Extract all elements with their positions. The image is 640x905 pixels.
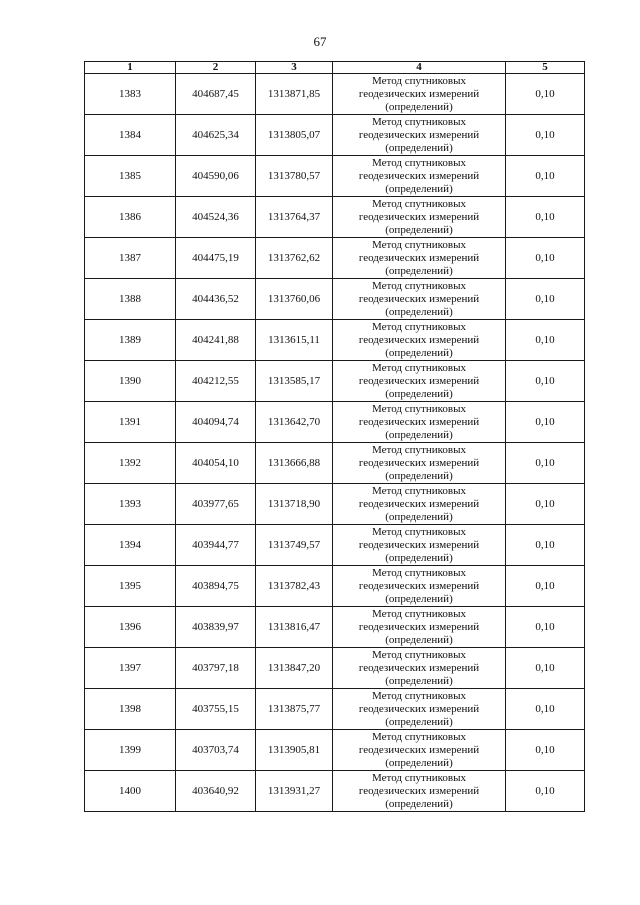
accuracy-cell: 0,10 [506,566,585,607]
coordinates-table [84,61,585,812]
method-text-line: Метод спутниковых [372,115,466,128]
table-row [85,648,585,689]
method-text-line: геодезических измерений [358,538,480,551]
x-coordinate-cell: 403944,77 [176,525,256,566]
x-coordinate-cell: 403894,75 [176,566,256,607]
method-text-line: геодезических измерений [358,169,480,182]
accuracy-cell: 0,10 [506,607,585,648]
method-text-line: Метод спутниковых [372,361,466,374]
table-row [85,525,585,566]
x-coordinate-cell: 404054,10 [176,443,256,484]
point-number-cell: 1391 [85,402,176,443]
method-text-line: (определений) [385,100,453,113]
method-text-line: геодезических измерений [358,661,480,674]
method-text-line: Метод спутниковых [372,279,466,292]
method-text-line: (определений) [385,346,453,359]
column-header-3: 3 [256,62,333,74]
accuracy-cell: 0,10 [506,525,585,566]
method-text-line: геодезических измерений [358,333,480,346]
method-text-line: геодезических измерений [358,620,480,633]
method-text-line: (определений) [385,182,453,195]
table-row [85,74,585,115]
table-row [85,402,585,443]
table-row [85,320,585,361]
point-number-cell: 1387 [85,238,176,279]
method-cell [333,156,506,197]
column-header-1: 1 [85,62,176,74]
method-text-line: Метод спутниковых [372,689,466,702]
y-coordinate-cell: 1313905,81 [256,730,333,771]
method-cell [333,238,506,279]
point-number-cell: 1389 [85,320,176,361]
point-number-cell: 1385 [85,156,176,197]
accuracy-cell: 0,10 [506,156,585,197]
y-coordinate-cell: 1313615,11 [256,320,333,361]
method-cell [333,730,506,771]
method-text-line: геодезических измерений [358,743,480,756]
column-header-4: 4 [333,62,506,74]
method-text-line: (определений) [385,797,453,810]
accuracy-cell: 0,10 [506,402,585,443]
method-text-line: (определений) [385,633,453,646]
column-header-2: 2 [176,62,256,74]
accuracy-cell: 0,10 [506,484,585,525]
table-row [85,566,585,607]
x-coordinate-cell: 404212,55 [176,361,256,402]
method-cell [333,607,506,648]
y-coordinate-cell: 1313782,43 [256,566,333,607]
method-cell [333,484,506,525]
table-row [85,279,585,320]
table-row [85,361,585,402]
table-row [85,484,585,525]
method-cell [333,197,506,238]
method-text-line: Метод спутниковых [372,156,466,169]
method-text-line: геодезических измерений [358,497,480,510]
column-header-5: 5 [506,62,585,74]
x-coordinate-cell: 404436,52 [176,279,256,320]
method-text-line: (определений) [385,592,453,605]
method-text-line: (определений) [385,305,453,318]
method-cell [333,361,506,402]
y-coordinate-cell: 1313875,77 [256,689,333,730]
point-number-cell: 1390 [85,361,176,402]
x-coordinate-cell: 404590,06 [176,156,256,197]
method-text-line: (определений) [385,674,453,687]
table-row [85,238,585,279]
x-coordinate-cell: 403755,15 [176,689,256,730]
accuracy-cell: 0,10 [506,689,585,730]
method-text-line: геодезических измерений [358,784,480,797]
accuracy-cell: 0,10 [506,320,585,361]
point-number-cell: 1396 [85,607,176,648]
method-text-line: (определений) [385,264,453,277]
method-text-line: Метод спутниковых [372,566,466,579]
x-coordinate-cell: 403640,92 [176,771,256,812]
table-row [85,607,585,648]
accuracy-cell: 0,10 [506,279,585,320]
accuracy-cell: 0,10 [506,771,585,812]
method-text-line: геодезических измерений [358,702,480,715]
method-text-line: Метод спутниковых [372,443,466,456]
method-cell [333,771,506,812]
table-row [85,156,585,197]
y-coordinate-cell: 1313760,06 [256,279,333,320]
accuracy-cell: 0,10 [506,115,585,156]
x-coordinate-cell: 403839,97 [176,607,256,648]
x-coordinate-cell: 404687,45 [176,74,256,115]
method-text-line: геодезических измерений [358,210,480,223]
table-row [85,115,585,156]
method-cell [333,689,506,730]
method-text-line: геодезических измерений [358,292,480,305]
y-coordinate-cell: 1313780,57 [256,156,333,197]
method-text-line: Метод спутниковых [372,238,466,251]
table-body [85,74,585,812]
table-row [85,689,585,730]
method-text-line: Метод спутниковых [372,525,466,538]
point-number-cell: 1397 [85,648,176,689]
method-text-line: (определений) [385,428,453,441]
point-number-cell: 1398 [85,689,176,730]
method-text-line: Метод спутниковых [372,74,466,87]
table-row [85,771,585,812]
method-text-line: (определений) [385,756,453,769]
point-number-cell: 1392 [85,443,176,484]
table-row [85,443,585,484]
point-number-cell: 1399 [85,730,176,771]
accuracy-cell: 0,10 [506,443,585,484]
point-number-cell: 1384 [85,115,176,156]
method-text-line: геодезических измерений [358,579,480,592]
method-text-line: (определений) [385,387,453,400]
method-text-line: Метод спутниковых [372,607,466,620]
method-cell [333,115,506,156]
y-coordinate-cell: 1313666,88 [256,443,333,484]
method-text-line: (определений) [385,223,453,236]
page-number: 67 [313,34,327,49]
method-text-line: Метод спутниковых [372,648,466,661]
x-coordinate-cell: 403797,18 [176,648,256,689]
method-text-line: геодезических измерений [358,251,480,264]
y-coordinate-cell: 1313762,62 [256,238,333,279]
method-text-line: (определений) [385,469,453,482]
method-cell [333,566,506,607]
point-number-cell: 1393 [85,484,176,525]
x-coordinate-cell: 404625,34 [176,115,256,156]
x-coordinate-cell: 404094,74 [176,402,256,443]
y-coordinate-cell: 1313718,90 [256,484,333,525]
method-text-line: Метод спутниковых [372,320,466,333]
point-number-cell: 1383 [85,74,176,115]
method-cell [333,402,506,443]
method-text-line: Метод спутниковых [372,771,466,784]
y-coordinate-cell: 1313764,37 [256,197,333,238]
x-coordinate-cell: 403977,65 [176,484,256,525]
point-number-cell: 1386 [85,197,176,238]
point-number-cell: 1388 [85,279,176,320]
y-coordinate-cell: 1313871,85 [256,74,333,115]
accuracy-cell: 0,10 [506,730,585,771]
method-text-line: Метод спутниковых [372,197,466,210]
method-text-line: (определений) [385,551,453,564]
table-row [85,730,585,771]
method-text-line: геодезических измерений [358,128,480,141]
y-coordinate-cell: 1313805,07 [256,115,333,156]
accuracy-cell: 0,10 [506,648,585,689]
x-coordinate-cell: 403703,74 [176,730,256,771]
method-cell [333,443,506,484]
x-coordinate-cell: 404475,19 [176,238,256,279]
method-cell [333,74,506,115]
x-coordinate-cell: 404524,36 [176,197,256,238]
point-number-cell: 1400 [85,771,176,812]
method-text-line: (определений) [385,510,453,523]
method-text-line: (определений) [385,141,453,154]
method-text-line: геодезических измерений [358,374,480,387]
method-text-line: Метод спутниковых [372,730,466,743]
y-coordinate-cell: 1313642,70 [256,402,333,443]
y-coordinate-cell: 1313847,20 [256,648,333,689]
y-coordinate-cell: 1313816,47 [256,607,333,648]
method-text-line: геодезических измерений [358,415,480,428]
accuracy-cell: 0,10 [506,361,585,402]
method-text-line: (определений) [385,715,453,728]
method-text-line: геодезических измерений [358,87,480,100]
point-number-cell: 1394 [85,525,176,566]
method-cell [333,279,506,320]
method-text-line: Метод спутниковых [372,484,466,497]
point-number-cell: 1395 [85,566,176,607]
y-coordinate-cell: 1313585,17 [256,361,333,402]
y-coordinate-cell: 1313749,57 [256,525,333,566]
method-text-line: геодезических измерений [358,456,480,469]
table-row [85,197,585,238]
x-coordinate-cell: 404241,88 [176,320,256,361]
method-text-line: Метод спутниковых [372,402,466,415]
accuracy-cell: 0,10 [506,238,585,279]
method-cell [333,525,506,566]
accuracy-cell: 0,10 [506,74,585,115]
method-cell [333,320,506,361]
table-header-row [85,62,585,74]
y-coordinate-cell: 1313931,27 [256,771,333,812]
method-cell [333,648,506,689]
accuracy-cell: 0,10 [506,197,585,238]
